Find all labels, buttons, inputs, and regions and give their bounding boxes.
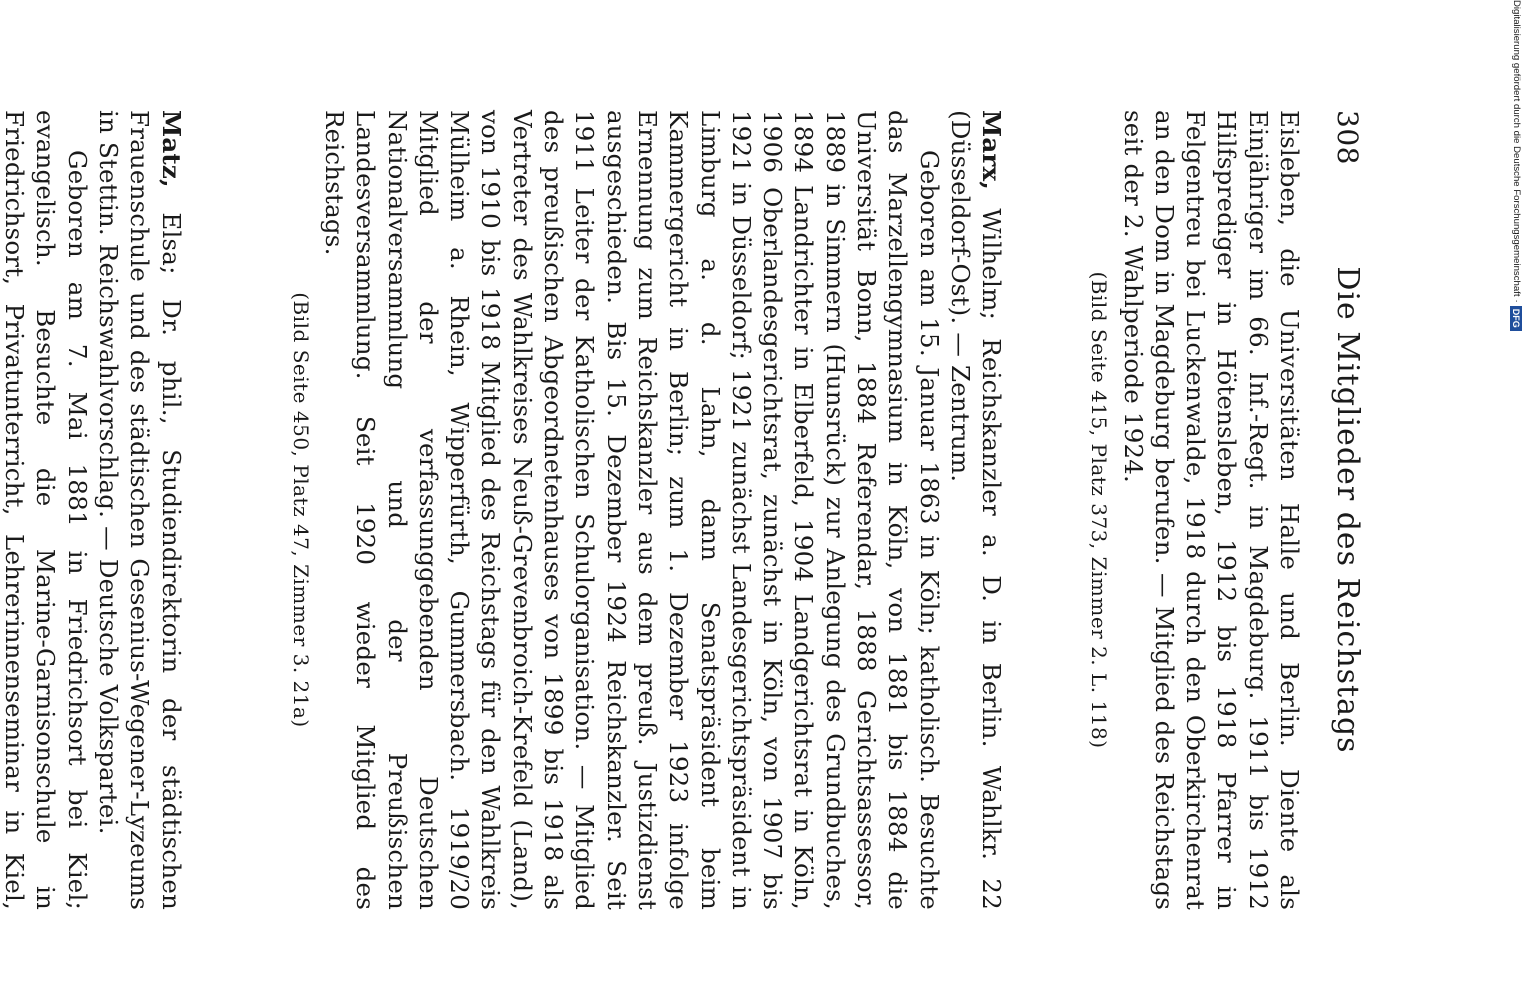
- running-head: [1305, 110, 1365, 910]
- dfg-logo-icon: DFG: [1510, 306, 1522, 331]
- member-summary: Wilhelm; Reichskanzler a. D. in Berlin. Wahlkr. 22 (Düsseldorf-Ost). — Zentrum.: [945, 110, 1007, 910]
- entry-heading: [945, 110, 1008, 910]
- page-number: 308: [1331, 110, 1364, 165]
- entry-reference: (Bild Seite 415, Platz 373, Zimmer 2. L. 118): [1087, 271, 1112, 749]
- entry-paragraph: Geboren am 15. Januar 1863 in Köln; katholisch. Besuchte das Marzellengymnasium in Köln, von 1881 bis 1884 die Universität Bonn, 1884 Referendar, 1888 Gerichtsassessor, 1889 in Simmern (Hunsrück) zur Anlegung des Grundbuches, 1894 Landrichter in Elberfeld, 1904 Landgerichtsrat in Köln, 1906 Oberlandesgerichtsrat, zunächst in Köln, von 1907 bis 1921 in Düsseldorf; 1921 zunächst Landesgerichtspräsident in Limburg a. d. Lahn, dann Senatspräsident beim Kammergericht in Berlin; zum 1. Dezember 1923 infolge Ernennung zum Reichskanzler aus dem preuß. Justizdienst ausgeschieden. Bis 15. Dezember 1924 Reichskanzler. Seit 1911 Leiter der Katholischen Schulorganisation. — Mitglied des preußischen Abgeordnetenhauses von 1899 bis 1918 als Vertreter des Wahlkreises Neuß-Grevenbroich-Krefeld (Land), von 1910 bis 1918 Mitglied des Reichstags für den Wahlkreis Mülheim a. Rhein, Wipperfürth, Gummersbach. 1919/20 Mitglied der verfassunggebenden Deutschen Nationalversammlung und der Preußischen Landesversammlung. Seit 1920 wieder Mitglied des Reichstags.: [319, 110, 944, 910]
- running-title: Die Mitglieder des Reichstags: [1330, 266, 1365, 754]
- member-entry: [0, 110, 187, 910]
- entry-paragraph: Geboren am 7. Mai 1881 in Friedrichsort bei Kiel; evangelisch. Besuchte die Marine-Garnisonschule in Friedrichsort, Privatunterricht, Lehrerinnenseminar in Kiel,: [0, 110, 92, 910]
- entry-reference: (Bild Seite 450, Platz 47, Zimmer 3. 21a): [288, 292, 313, 728]
- entry-heading: [93, 110, 187, 910]
- member-name: Matz,: [156, 110, 186, 188]
- page-body: [0, 110, 1365, 910]
- credit-text: Digitalisierung gefördert durch die Deutsche Forschungsgemeinschaft: [1511, 0, 1522, 297]
- member-entry: [287, 110, 1008, 910]
- member-summary: Elsa; Dr. phil., Studiendirektorin der städtischen Frauenschule und des städtischen Gesenius-Wegener-Lyzeums in Stettin. Reichswahlvorschlag. — Deutsche Volkspartei.: [94, 110, 186, 911]
- entry-paragraph: Eisleben, die Universitäten Halle und Berlin. Diente als Einjähriger im 66. Inf.-Regt. in Magdeburg. 1911 bis 1912 Hilfsprediger in Hötensleben, 1912 bis 1918 Pfarrer in Felgentreu bei Luckenwalde, 1918 durch den Oberkirchenrat an den Dom in Magdeburg berufen. — Mitglied des Reichstags seit der 2. Wahlperiode 1924.: [1118, 110, 1304, 910]
- member-entry: [1085, 110, 1305, 910]
- digitization-credit: Digitalisierung gefördert durch die Deutsche Forschungsgemeinschaft · DFG: [1508, 0, 1524, 400]
- member-name: Marx,: [977, 110, 1007, 191]
